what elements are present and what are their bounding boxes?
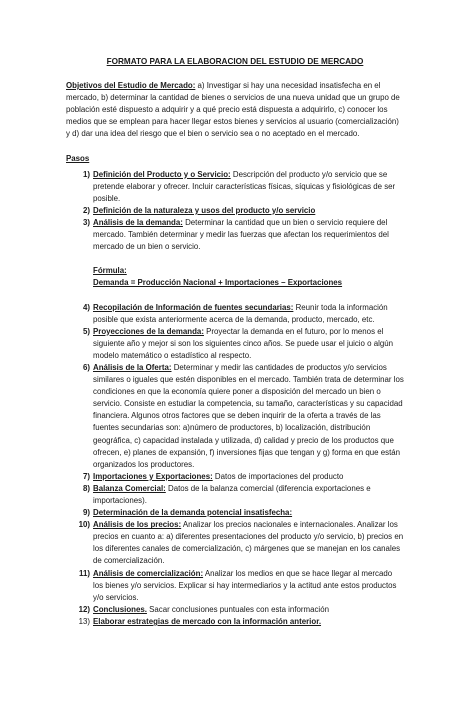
step-text: Determinar la cantidad que un bien o servicio requiere del mercado. También determinar y medir las fuerzas que afectan los requerimientos del mercado de un bien o servicio. (93, 218, 389, 252)
step-item (66, 507, 404, 519)
step-item (66, 205, 404, 217)
step-number: 4) (82, 302, 90, 312)
step-title: Proyecciones de la demanda: (93, 326, 204, 336)
step-title: Análisis de comercialización: (93, 568, 204, 578)
step-item (66, 604, 404, 616)
step-text: Proyectar la demanda en el futuro, por lo menos el siguiente año y mejor si son los siguientes cinco años. Se puede usar el juicio o algún modelo matemático o estadístico al respecto. (93, 326, 394, 360)
steps-heading: Pasos (66, 153, 90, 163)
step-number: 8) (82, 483, 90, 493)
step-title: Análisis de los precios: (93, 520, 182, 530)
document-title: FORMATO PARA LA ELABORACION DEL ESTUDIO DE MERCADO (106, 57, 364, 66)
formula-block (66, 265, 404, 289)
step-item (66, 326, 404, 362)
step-number: 7) (82, 471, 90, 481)
formula-text: Demanda = Producción Nacional + Importaciones – Exportaciones (93, 278, 343, 288)
step-title: Análisis de la demanda: (93, 218, 183, 228)
step-title: Conclusiones. (93, 604, 147, 614)
step-number: 6) (82, 362, 90, 372)
step-item (66, 217, 404, 253)
step-number: 13) (78, 616, 90, 626)
step-number: 11) (79, 568, 90, 578)
step-number: 5) (82, 326, 90, 336)
step-title: Elaborar estrategias de mercado con la información anterior. (93, 616, 322, 626)
steps-list-continued (66, 302, 404, 629)
step-text: Analizar los precios nacionales e internacionales. Analizar los precios en cuanto a: a) diferentes presentaciones del producto y/o servicio, b) precios en los diferentes canales de comercialización, c) márgenes que se manejan en los canales de comercialización. (93, 520, 404, 566)
step-item (66, 169, 404, 205)
step-text: Reunir toda la información posible que exista anteriormente acerca de la demanda, producto, mercado, etc. (93, 302, 388, 324)
step-number: 10) (78, 520, 90, 530)
step-number: 2) (82, 205, 90, 215)
step-number: 3) (82, 218, 90, 228)
step-text: Sacar conclusiones puntuales con esta información (146, 604, 329, 614)
step-item (66, 568, 404, 604)
step-text: Descripción del producto y/o servicio que se pretende elaborar y ofrecer. Incluir características físicas, síquicas y fisiológicas de ser posible. (93, 169, 396, 203)
formula-label: Fórmula: (93, 266, 127, 276)
step-title: Recopilación de Información de fuentes secundarias: (93, 302, 294, 312)
objectives-heading: Objetivos del Estudio de Mercado: (66, 81, 196, 91)
step-title: Determinación de la demanda potencial insatisfecha: (93, 508, 293, 518)
step-title: Análisis de la Oferta: (93, 362, 172, 372)
step-number: 12) (78, 604, 90, 614)
step-item (66, 483, 404, 507)
step-item (66, 471, 404, 483)
step-text: Determinar y medir las cantidades de productos y/o servicios similares o iguales que estén disponibles en el mercado. También trata de determinar los condiciones en que la economía quiere poner a disposición del mercado un bien o servicio. Consiste en estudiar la competencia, su tamaño, características y su capacidad financiera. Algunos otros factores que se deben inquirir de la oferta a través de las fuentes secundarias son: a)número de productores, b) localización, distribución geográfica, c) capacidad instalada y utilizada, d) calidad y precio de los productos que ofrecen, e) planes de expansión, f) inversiones fijas que tengan y g) forma en que están organizados los productores. (93, 362, 404, 469)
step-item (66, 616, 404, 628)
step-title: Importaciones y Exportaciones: (93, 471, 213, 481)
step-number: 1) (82, 169, 90, 179)
objectives-paragraph (66, 80, 404, 140)
step-item (66, 302, 404, 326)
step-title: Definición de la naturaleza y usos del producto y/o servicio (93, 205, 316, 215)
step-title: Balanza Comercial: (93, 483, 166, 493)
step-text: Analizar los medios en que se hace llegar al mercado los bienes y/o servicios. Explicar si hay intermediarios y la actitud ante estos productos y/o servicios. (93, 568, 397, 602)
step-text: Datos de la balanza comercial (diferencia exportaciones e importaciones). (93, 483, 371, 505)
objectives-text: a) Investigar si hay una necesidad insatisfecha en el mercado, b) determinar la cantidad de bienes o servicios de una nueva unidad que un grupo de población esté dispuesto a adquirir y a qué precio está dispuesta a adquirirlo, c) conocer los medios que se emplean para hacer llegar estos bienes y servicios al usuario (comercialización) y d) dar una idea del riesgo que el bien o servicio sea o no aceptado en el mercado. (66, 81, 400, 139)
steps-list (66, 169, 404, 254)
step-title: Definición del Producto y o Servicio: (93, 169, 231, 179)
step-number: 9) (82, 508, 90, 518)
step-item (66, 519, 404, 567)
step-item (66, 362, 404, 471)
step-text: Datos de importaciones del producto (212, 471, 344, 481)
